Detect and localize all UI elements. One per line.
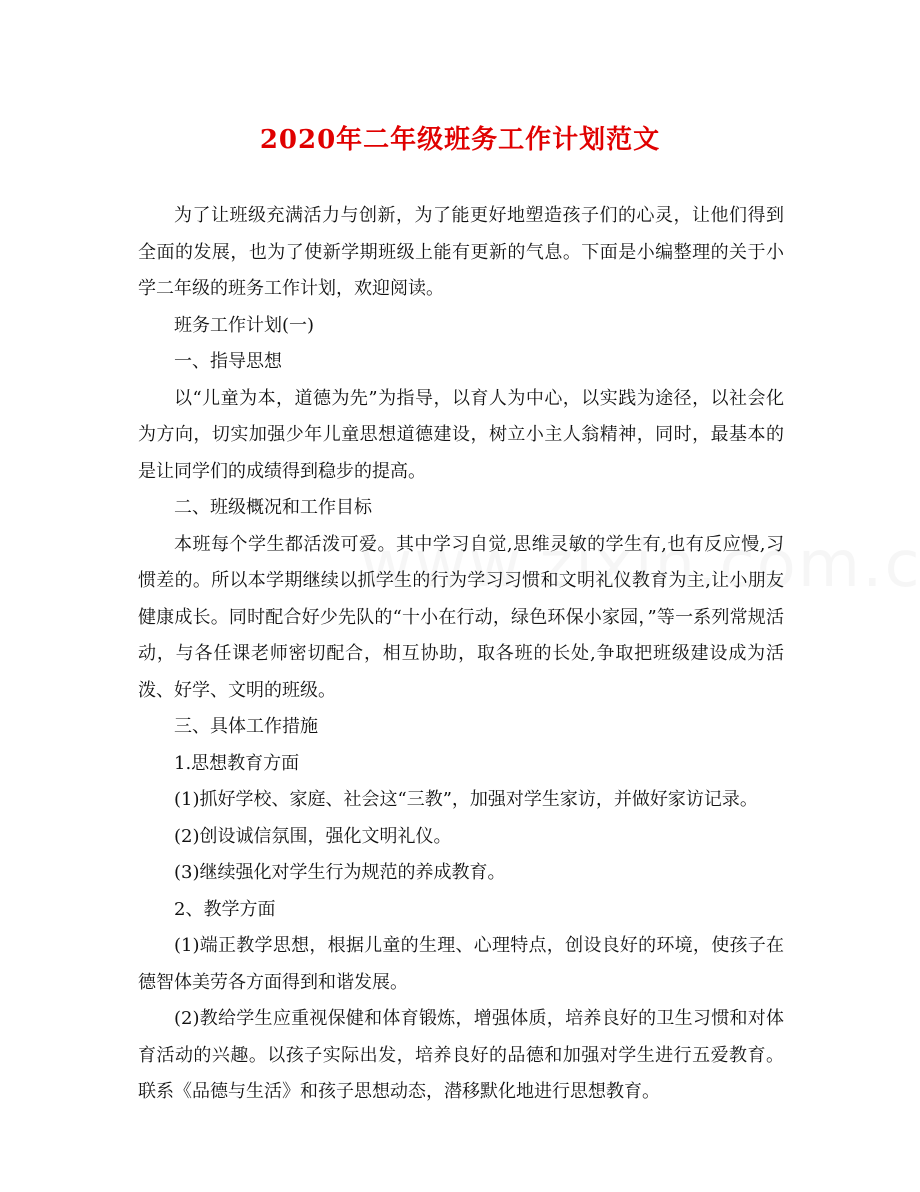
subheading-ideological-education: 1.思想教育方面 (174, 752, 300, 774)
plan-heading: 班务工作计划(一) (174, 314, 315, 336)
document-body (138, 198, 784, 1111)
section-heading-guiding-thought: 一、指导思想 (174, 351, 282, 372)
list-item: (1)端正教学思想，根据儿童的生理、心理特点，创设良好的环境，使孩子在德智体美劳各方面得到和谐发展。 (138, 935, 784, 993)
list-item: (2)创设诚信氛围，强化文明礼仪。 (174, 825, 452, 847)
intro-paragraph: 为了让班级充满活力与创新，为了能更好地塑造孩子们的心灵，让他们得到全面的发展，也为了使新学期班级上能有更新的气息。下面是小编整理的关于小学二年级的班务工作计划，欢迎阅读。 (138, 205, 784, 299)
section-heading-measures: 三、具体工作措施 (174, 716, 318, 737)
subheading-teaching: 2、教学方面 (174, 898, 276, 920)
guiding-thought-paragraph: 以“儿童为本，道德为先”为指导，以育人为中心，以实践为途径，以社会化为方向，切实加强少年儿童思想道德建设，树立小主人翁精神，同时，最基本的是让同学们的成绩得到稳步的提高。 (138, 387, 784, 482)
list-item: (2)教给学生应重视保健和体育锻炼，增强体质，培养良好的卫生习惯和对体育活动的兴趣。以孩子实际出发，培养良好的品德和加强对学生进行五爱教育。联系《品德与生活》和孩子思想动态，潜移默化地进行思想教育。 (138, 1008, 784, 1102)
list-item: (1)抓好学校、家庭、社会这“三教”，加强对学生家访，并做好家访记录。 (174, 789, 758, 810)
list-item: (3)继续强化对学生行为规范的养成教育。 (174, 862, 506, 883)
section-heading-class-overview: 二、班级概况和工作目标 (174, 497, 372, 518)
page-title: 2020年二年级班务工作计划范文 (259, 125, 661, 155)
class-overview-paragraph: 本班每个学生都活泼可爱。其中学习自觉,思维灵敏的学生有,也有反应慢,习惯差的。所以本学期继续以抓学生的行为学习习惯和文明礼仪教育为主,让小朋友健康成长。同时配合好少先队的“十小在行动，绿色环保小家园，”等一系列常规活动，与各任课老师密切配合，相互协助，取各班的长处,争取把班级建设成为活泼、好学、文明的班级。 (138, 533, 784, 701)
